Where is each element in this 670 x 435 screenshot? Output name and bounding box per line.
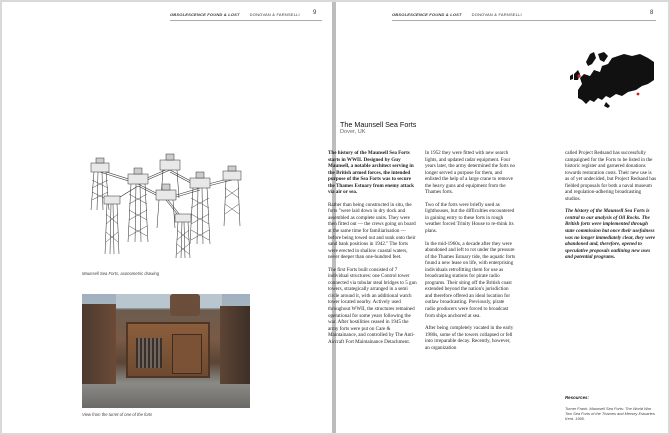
fort-axonometric-drawing bbox=[82, 150, 250, 260]
article-paragraph: The first Forts built consisted of 7 individual structures: one Control tower connected via tubular steal bridges to 5 gun towers, strategically arranged in a semi circle around it, with an additional watch tower located nearby. Actively used throughout WWII, the structures remained operational for some years following the war. After hostilities ceased in 1945 the army forts were put on Care & Maintainance, and controlled by The Anti-Aircraft Fort Maintainance Detachment. bbox=[328, 266, 417, 345]
running-head-left bbox=[170, 12, 300, 17]
page-number-left: 9 bbox=[313, 10, 317, 16]
photo-grille bbox=[136, 338, 162, 368]
article-location: Dover, UK bbox=[340, 129, 366, 135]
running-head-authors: DONOVAN & FARNSELLI bbox=[249, 12, 300, 17]
fort-turret-photo bbox=[82, 294, 250, 408]
photo-floor bbox=[82, 384, 250, 408]
article-summary-paragraph: The history of the Maunsell Sea Forts is central to our analysis of Oil Rocks. The British forts were implemented through state commission but once their usefulness was no longer immediately clear, they were abandoned and, therefore, opened to speculative proposals outlining new uses and potential programs. bbox=[565, 208, 656, 261]
running-head-title: OBSOLESCENCE FOUND & LOST bbox=[170, 12, 240, 17]
header-rule bbox=[392, 20, 656, 21]
resources-section bbox=[565, 395, 657, 421]
photo-caption: View from the turret of one of the forts bbox=[82, 412, 153, 417]
map-location-marker bbox=[637, 93, 640, 96]
photo-tank bbox=[170, 294, 200, 316]
article-paragraph: called Project Redsand has successfully campaigned for the Forts to be listed in the historic register and garnered donations towards restoration costs. Their new use is as of yet undecided, but Project Redsand has fielded proposals for both a naval museum and regulation-adhering broadcasting studios. bbox=[565, 150, 657, 202]
article-column-2 bbox=[425, 150, 516, 357]
right-page bbox=[328, 2, 668, 433]
article-paragraph: In the mid-1960s, a decade after they were abandoned and left to rot under the pressure of the Thames Estuary tide, the aquatic forts found a new lease on life, with enterprising individuals retrofitting them for use as broadcasting stations for pirate radio programs. Their siting off the British coast extended beyond the nation's jurisdiction and therefore offered an ideal location for outlaw broadcasting. Previously, pirate radio producers were forced to broadcast from ships anchored at sea. bbox=[425, 240, 516, 319]
article-paragraph: Two of the forts were briefly used as lighthouses, but the difficulties encountered in gaining entry to these forts in rough weather forced Trinity House to re-think its plans. bbox=[425, 201, 515, 235]
header-rule bbox=[170, 20, 322, 21]
left-page bbox=[2, 2, 332, 433]
running-head-right bbox=[392, 12, 522, 17]
article-title: The Maunsell Sea Forts bbox=[340, 120, 417, 129]
article-paragraph: After being completely vacated in the early 1980s, some of the towers collapsed or fell into irreparable decay. Recently, however, an organization bbox=[425, 325, 514, 351]
article-column-3 bbox=[565, 150, 657, 267]
photo-sky bbox=[116, 294, 222, 308]
article-paragraph: The history of the Maunsell Sea Forts starts in WWII. Designed by Guy Maunsell, a notable architect serving in the British armed forces, the intended purpose of the Sea Forts was to secure the Thames Estuary from enemy attack via air or sea. bbox=[328, 150, 414, 196]
resources-citation: Turner Frank. Maunsell Sea Forts: The World War Two Sea Forts of the Thames and Mersey Estuaries. Kent, 1995. bbox=[565, 406, 656, 421]
running-head-title: OBSOLESCENCE FOUND & LOST bbox=[392, 12, 462, 17]
resources-heading: Resources: bbox=[565, 395, 589, 400]
article-column-1 bbox=[328, 150, 418, 351]
europe-map bbox=[556, 50, 656, 108]
article-paragraph: In 1952 they were fitted with new search lights, and updated radar equipment. Four years later, the army determined the forts no longer served a purpose for them, and enlisted the help of a large crane to remove the heavy guns and equipment from the Thames forts. bbox=[425, 150, 516, 196]
map-location-marker bbox=[577, 74, 580, 77]
article-paragraph: Rather than being constructed in situ, the forts "were laid down in dry dock and assembled as complete units. They were then fitted out — the crews going on board at the same time for familiarisation — before being towed out and sunk onto their sand bank positions in 1942." The forts were erected in shallow coastal waters, never deeper than one-hundred feet. bbox=[328, 201, 416, 261]
photo-door bbox=[172, 334, 202, 374]
drawing-caption: Maunsell Sea Forts, axonometric drawing bbox=[82, 271, 160, 276]
page-number-right: 8 bbox=[650, 10, 654, 16]
running-head-authors: DONOVAN & FARNSELLI bbox=[471, 12, 522, 17]
